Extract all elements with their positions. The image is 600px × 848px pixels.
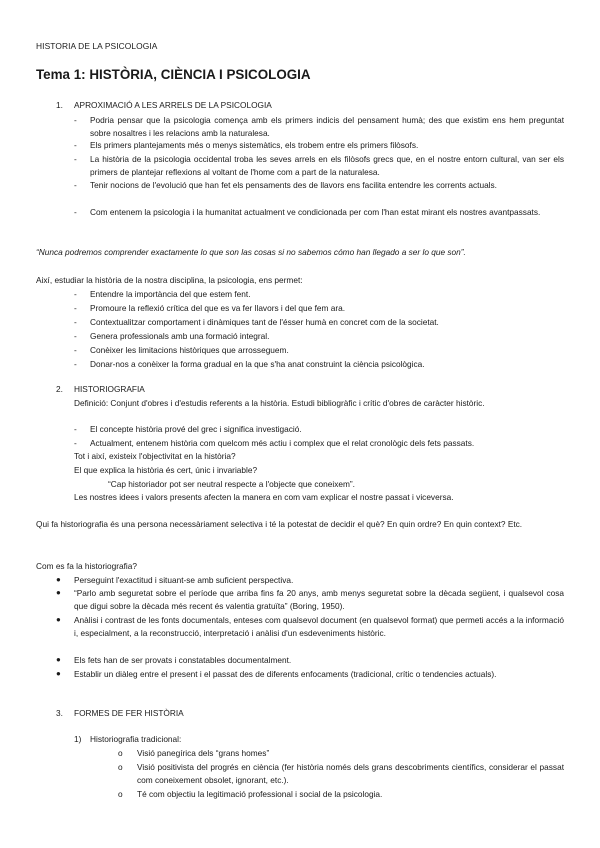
- selective-paragraph: Qui fa historiografia és una persona necessàriament selectiva i té la potestat de decidir el què? En quin ordre? En quin context? Etc.: [36, 519, 523, 529]
- list-dash: -: [74, 115, 77, 125]
- list-item: Promoure la reflexió crítica del que es va fer llavors i del que fem ara.: [90, 303, 346, 313]
- list-dash: -: [74, 317, 77, 327]
- question: Tot i així, existeix l'objectivitat en la història?: [74, 451, 236, 461]
- list-item: Donar-nos a conèixer la forma gradual en la que s'ha anat construint la ciència psicològica.: [90, 359, 425, 369]
- study-intro: Així, estudiar la història de la nostra disciplina, la psicologia, ens permet:: [36, 275, 303, 285]
- list-dash: -: [74, 438, 77, 448]
- bullet-icon: ●: [56, 615, 61, 624]
- quote: “Nunca podremos comprender exactamente lo que son las cosas si no sabemos cómo han llegado a ser lo que son”.: [36, 247, 466, 257]
- list-dash: -: [74, 424, 77, 434]
- list-item: Té com objectiu la legitimació professional i social de la psicologia.: [137, 789, 383, 799]
- list-dash: -: [74, 289, 77, 299]
- list-dash: -: [74, 331, 77, 341]
- list-item: Visió positivista del progrés en ciència (fer història només dels grans descobriments científics, considerar el passat com coneixement obsolet, ignorant, etc.).: [137, 762, 564, 785]
- sub-bullet-icon: o: [118, 762, 123, 772]
- bullet-icon: ●: [56, 655, 61, 664]
- list-item: Com entenem la psicologia i la humanitat actualment ve condicionada per com l'han estat mirant els nostres avantpassats.: [90, 207, 541, 217]
- list-item: Podria pensar que la psicologia comença amb els primers indicis del pensament humà; des que existim ens hem preguntat sobre nosaltres i les relacions amb la naturalesa.: [90, 115, 564, 138]
- section-1-number: 1.: [56, 100, 63, 110]
- how-heading: Com es fa la historiografia?: [36, 561, 137, 571]
- page-header: HISTORIA DE LA PSICOLOGIA: [36, 41, 158, 51]
- bullet-icon: ●: [56, 575, 61, 584]
- citation: “Cap historiador pot ser neutral respecte a l'objecte que coneixem”.: [108, 479, 355, 489]
- section-3-heading: FORMES DE FER HISTÒRIA: [74, 708, 184, 718]
- list-item: Els primers plantejaments més o menys sistemàtics, els trobem entre els primers filòsofs.: [90, 140, 419, 150]
- list-item: Els fets han de ser provats i constatables documentalment.: [74, 655, 292, 665]
- list-item: Conèixer les limitacions històriques que arrosseguem.: [90, 345, 289, 355]
- list-item: Visió panegírica dels “grans homes”: [137, 748, 270, 758]
- list-dash: -: [74, 303, 77, 313]
- list-item: Anàlisi i contrast de les fonts documentals, enteses com qualsevol document (en qualsevol format) que permeti accés a la informació i, especialment, a la reconstrucció, interpretació i anàlisi d'un esdeveniments històric.: [74, 615, 564, 638]
- list-item: Perseguint l'exactitud i situant-se amb suficient perspectiva.: [74, 575, 294, 585]
- definition: Definició: Conjunt d'obres i d'estudis referents a la història. Estudi bibliogràfic i crític d'obres de caràcter històric.: [74, 398, 485, 408]
- list-dash: -: [74, 207, 77, 217]
- page-title: Tema 1: HISTÒRIA, CIÈNCIA I PSICOLOGIA: [36, 67, 311, 82]
- list-dash: -: [74, 154, 77, 164]
- closing-text: Les nostres idees i valors presents afecten la manera en com vam explicar el nostre passat i viceversa.: [74, 492, 454, 502]
- list-item: La història de la psicologia occidental troba les seves arrels en els filòsofs grecs que, en el nostre entorn cultural, van ser els primers de plantejar reflexions al voltant de l'home com a part de la naturalesa.: [90, 154, 564, 177]
- section-2-number: 2.: [56, 384, 63, 394]
- list-item: Genera professionals amb una formació integral.: [90, 331, 270, 341]
- list-dash: -: [74, 180, 77, 190]
- subsection-heading: Historiografia tradicional:: [90, 734, 182, 744]
- list-item: Contextualitzar comportament i dinàmiques tant de l'ésser humà en concret com de la societat.: [90, 317, 439, 327]
- bullet-icon: ●: [56, 588, 61, 597]
- list-item: “Parlo amb seguretat sobre el període que arriba fins fa 20 anys, amb menys seguretat sobre la dècada següent, i qualsevol cosa que digui sobre la dècada més recent és valentia gratuïta” (Boring, 1950).: [74, 588, 564, 611]
- list-dash: -: [74, 140, 77, 150]
- section-3-number: 3.: [56, 708, 63, 718]
- list-dash: -: [74, 345, 77, 355]
- list-item: Entendre la importància del que estem fent.: [90, 289, 251, 299]
- sub-bullet-icon: o: [118, 748, 123, 758]
- section-2-heading: HISTORIOGRAFIA: [74, 384, 145, 394]
- subsection-number: 1): [74, 734, 82, 744]
- bullet-icon: ●: [56, 669, 61, 678]
- list-item: El concepte història prové del grec i significa investigació.: [90, 424, 302, 434]
- list-item: Establir un diàleg entre el present i el passat des de diferents enfocaments (tradicional, crític o tendencies actuals).: [74, 669, 497, 679]
- list-dash: -: [74, 359, 77, 369]
- sub-bullet-icon: o: [118, 789, 123, 799]
- section-1-heading: APROXIMACIÓ A LES ARRELS DE LA PSICOLOGIA: [74, 100, 272, 110]
- list-item: Actualment, entenem història com quelcom més actiu i complex que el relat cronològic dels fets passats.: [90, 438, 475, 448]
- question: El que explica la història és cert, únic i invariable?: [74, 465, 258, 475]
- list-item: Tenir nocions de l'evolució que han fet els pensaments des de llavors ens facilita entendre les corrents actuals.: [90, 180, 497, 190]
